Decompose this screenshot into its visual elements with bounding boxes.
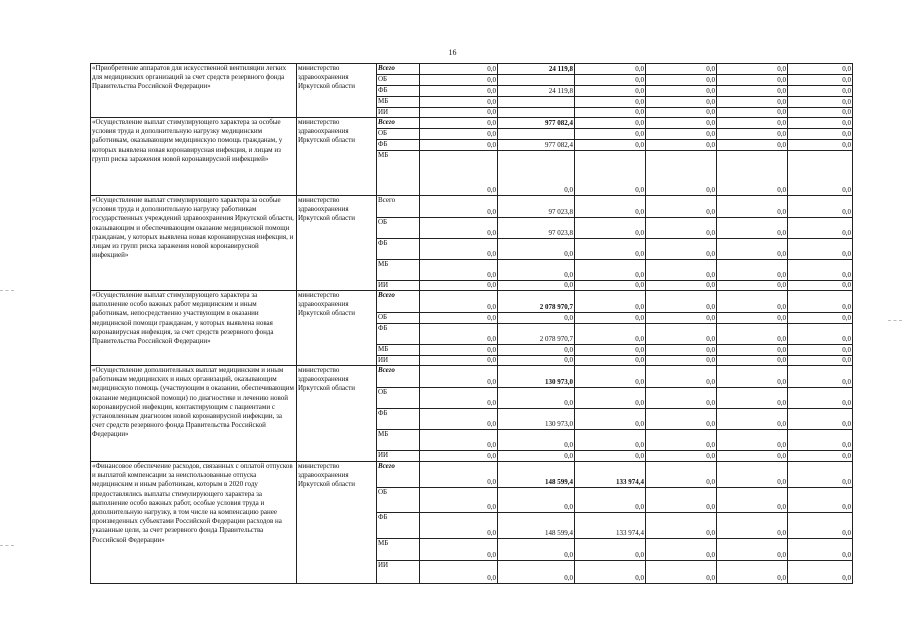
amount-cell: 0,0 (717, 239, 788, 260)
amount-cell: 0,0 (717, 281, 788, 291)
amount-cell: 0,0 (646, 462, 717, 488)
amount-cell: 0,0 (646, 430, 717, 451)
amount-cell: 0,0 (575, 118, 646, 129)
measure-description: «Осуществление выплат стимулирующего характера за особые условия труда и дополнительную нагрузку работникам государственных учреждений здравоохранения Иркутской области, оказывающим и обеспечивающим оказание медицинской помощи гражданам, у которых выявлена новая коронавирусная инфекция, и лицам из групп риска заражения новой коронавирусной инфекцией» (91, 196, 297, 291)
funding-source: ИИ (377, 561, 420, 584)
amount-cell: 133 974,4 (575, 513, 646, 539)
amount-cell: 0,0 (420, 86, 498, 97)
funding-source: МБ (377, 345, 420, 356)
amount-cell: 0,0 (575, 488, 646, 513)
amount-cell: 0,0 (420, 539, 498, 561)
amount-cell: 0,0 (788, 75, 853, 86)
funding-source: ОБ (377, 218, 420, 239)
amount-cell: 0,0 (646, 539, 717, 561)
amount-cell: 0,0 (717, 129, 788, 140)
amount-cell: 0,0 (420, 451, 498, 462)
amount-cell: 0,0 (420, 239, 498, 260)
budget-table (90, 63, 853, 584)
amount-cell: 0,0 (420, 430, 498, 451)
amount-cell: 0,0 (717, 539, 788, 561)
funding-source: Всего (377, 462, 420, 488)
amount-cell: 0,0 (646, 345, 717, 356)
funding-source: Всего (377, 291, 420, 313)
funding-source: МБ (377, 539, 420, 561)
measure-description: «Финансовое обеспечение расходов, связанных с оплатой отпусков и выплатой компенсации за неиспользованные отпуска медицинским и иным работникам, которым в 2020 году предоставлялись выплаты стимулирующего характера за выполнение особо важных работ, особые условия труда и дополнительную нагрузку, в том числе на компенсацию ранее произведенных субъектами Российской Федерации расходов на указанные цели, за счет резервного фонда Правительства Российской Федерации» (91, 462, 297, 584)
amount-cell: 0,0 (420, 488, 498, 513)
amount-cell: 0,0 (498, 561, 575, 584)
funding-source: ОБ (377, 75, 420, 86)
funding-source: МБ (377, 260, 420, 281)
amount-cell: 0,0 (420, 313, 498, 324)
table-row (91, 64, 853, 75)
amount-cell: 0,0 (717, 97, 788, 108)
amount-cell: 0,0 (575, 409, 646, 430)
amount-cell: 0,0 (717, 118, 788, 129)
amount-cell: 0,0 (575, 75, 646, 86)
funding-source: ИИ (377, 281, 420, 291)
amount-cell: 0,0 (717, 260, 788, 281)
amount-cell: 0,0 (575, 430, 646, 451)
amount-cell: 0,0 (646, 409, 717, 430)
amount-cell: 0,0 (788, 129, 853, 140)
funding-source: ФБ (377, 409, 420, 430)
amount-cell: 0,0 (788, 108, 853, 118)
amount-cell: 0,0 (788, 324, 853, 345)
amount-cell: 0,0 (575, 291, 646, 313)
table-row (91, 196, 853, 218)
amount-cell: 0,0 (717, 513, 788, 539)
amount-cell: 0,0 (498, 388, 575, 409)
amount-cell: 0,0 (575, 451, 646, 462)
amount-cell: 0,0 (717, 218, 788, 239)
amount-cell: 0,0 (788, 86, 853, 97)
amount-cell: 0,0 (646, 260, 717, 281)
amount-cell: 0,0 (788, 64, 853, 75)
funding-source: ФБ (377, 239, 420, 260)
amount-cell: 0,0 (420, 356, 498, 366)
amount-cell (498, 129, 575, 140)
funding-source: Всего (377, 118, 420, 129)
amount-cell (498, 108, 575, 118)
amount-cell: 0,0 (420, 409, 498, 430)
amount-cell: 0,0 (646, 218, 717, 239)
amount-cell: 0,0 (420, 462, 498, 488)
amount-cell: 0,0 (717, 388, 788, 409)
amount-cell: 0,0 (498, 539, 575, 561)
amount-cell: 0,0 (717, 86, 788, 97)
amount-cell: 0,0 (788, 345, 853, 356)
amount-cell: 0,0 (575, 97, 646, 108)
amount-cell: 0,0 (717, 196, 788, 218)
amount-cell: 0,0 (717, 488, 788, 513)
amount-cell: 0,0 (646, 64, 717, 75)
measure-description: «Осуществление выплат стимулирующего характера за особые условия труда и дополнительную нагрузку медицинским работникам, оказывающим медицинскую помощь гражданам, у которых выявлена новая коронавирусная инфекция, и лицам из групп риска заражения новой коронавирусной инфекцией» (91, 118, 297, 196)
amount-cell: 0,0 (788, 239, 853, 260)
amount-cell: 0,0 (420, 513, 498, 539)
table-row (91, 118, 853, 129)
amount-cell: 0,0 (575, 356, 646, 366)
amount-cell: 0,0 (498, 151, 575, 196)
amount-cell: 0,0 (575, 108, 646, 118)
amount-cell: 148 599,4 (498, 462, 575, 488)
amount-cell: 0,0 (575, 239, 646, 260)
amount-cell: 0,0 (717, 313, 788, 324)
amount-cell: 0,0 (717, 409, 788, 430)
measure-description: «Осуществление выплат стимулирующего характера за выполнение особо важных работ медицинским и иным работникам, непосредственно участвующим в оказании медицинской помощи гражданам, у которых выявлена новая коронавирусная инфекция, за счет средств резервного фонда Правительства Российской Федерации» (91, 291, 297, 366)
amount-cell: 0,0 (788, 260, 853, 281)
amount-cell: 0,0 (788, 539, 853, 561)
funding-source: ФБ (377, 86, 420, 97)
amount-cell: 0,0 (420, 366, 498, 388)
funding-source: ОБ (377, 129, 420, 140)
amount-cell: 0,0 (646, 561, 717, 584)
amount-cell: 0,0 (498, 356, 575, 366)
executor: министерство здравоохранения Иркутской области (297, 366, 377, 462)
amount-cell: 0,0 (717, 366, 788, 388)
amount-cell: 0,0 (575, 129, 646, 140)
amount-cell: 0,0 (788, 488, 853, 513)
amount-cell: 0,0 (717, 64, 788, 75)
amount-cell: 0,0 (575, 86, 646, 97)
amount-cell: 0,0 (498, 239, 575, 260)
amount-cell: 97 023,8 (498, 196, 575, 218)
executor: министерство здравоохранения Иркутской области (297, 64, 377, 118)
amount-cell: 0,0 (646, 118, 717, 129)
amount-cell: 0,0 (717, 356, 788, 366)
amount-cell: 0,0 (646, 324, 717, 345)
amount-cell: 0,0 (420, 75, 498, 86)
amount-cell: 0,0 (420, 291, 498, 313)
page-number: 16 (448, 48, 457, 57)
amount-cell: 0,0 (717, 324, 788, 345)
amount-cell: 0,0 (646, 366, 717, 388)
funding-source: ФБ (377, 513, 420, 539)
amount-cell: 0,0 (575, 196, 646, 218)
amount-cell: 0,0 (788, 561, 853, 584)
amount-cell: 977 082,4 (498, 140, 575, 151)
amount-cell: 0,0 (575, 539, 646, 561)
amount-cell: 0,0 (420, 281, 498, 291)
measure-description: «Осуществление дополнительных выплат медицинским и иным работникам медицинских и иных организаций, оказывающим медицинскую помощь (участвующим в оказании, обеспечивающим оказание медицинской помощи) по диагностике и лечению новой коронавирусной инфекции, контактирующим с пациентами с установленным диагнозом новой коронавирусной инфекции, за счет средств резервного фонда Правительства Российской Федерации» (91, 366, 297, 462)
amount-cell: 0,0 (498, 345, 575, 356)
amount-cell: 0,0 (420, 561, 498, 584)
amount-cell: 0,0 (788, 151, 853, 196)
amount-cell: 0,0 (646, 239, 717, 260)
funding-source: Всего (377, 196, 420, 218)
amount-cell: 0,0 (646, 313, 717, 324)
amount-cell: 0,0 (420, 129, 498, 140)
amount-cell: 0,0 (646, 86, 717, 97)
amount-cell: 0,0 (717, 561, 788, 584)
amount-cell: 24 119,8 (498, 86, 575, 97)
funding-source: ИИ (377, 108, 420, 118)
amount-cell: 0,0 (788, 118, 853, 129)
amount-cell: 0,0 (498, 430, 575, 451)
scan-mark (0, 290, 14, 291)
amount-cell: 0,0 (646, 108, 717, 118)
amount-cell: 0,0 (646, 488, 717, 513)
amount-cell: 0,0 (717, 108, 788, 118)
amount-cell: 0,0 (575, 281, 646, 291)
amount-cell: 0,0 (420, 118, 498, 129)
amount-cell: 0,0 (717, 140, 788, 151)
amount-cell: 0,0 (788, 281, 853, 291)
amount-cell: 0,0 (420, 151, 498, 196)
amount-cell: 0,0 (420, 108, 498, 118)
amount-cell: 0,0 (575, 388, 646, 409)
funding-source: Всего (377, 366, 420, 388)
amount-cell: 0,0 (498, 281, 575, 291)
amount-cell: 0,0 (788, 356, 853, 366)
amount-cell: 0,0 (575, 324, 646, 345)
amount-cell: 0,0 (788, 196, 853, 218)
funding-source: ОБ (377, 313, 420, 324)
amount-cell: 0,0 (646, 140, 717, 151)
amount-cell: 0,0 (420, 97, 498, 108)
amount-cell: 0,0 (788, 513, 853, 539)
scan-mark (0, 545, 14, 546)
amount-cell: 0,0 (575, 366, 646, 388)
amount-cell: 0,0 (498, 488, 575, 513)
amount-cell: 0,0 (646, 451, 717, 462)
amount-cell: 0,0 (646, 291, 717, 313)
amount-cell: 130 973,0 (498, 409, 575, 430)
amount-cell: 0,0 (646, 356, 717, 366)
amount-cell: 0,0 (420, 64, 498, 75)
amount-cell: 0,0 (717, 430, 788, 451)
table-row (91, 291, 853, 313)
funding-source: ИИ (377, 356, 420, 366)
amount-cell: 0,0 (420, 324, 498, 345)
amount-cell: 0,0 (788, 409, 853, 430)
amount-cell: 0,0 (788, 218, 853, 239)
amount-cell: 0,0 (788, 366, 853, 388)
amount-cell: 0,0 (575, 561, 646, 584)
amount-cell: 0,0 (788, 313, 853, 324)
amount-cell: 0,0 (420, 196, 498, 218)
amount-cell: 0,0 (788, 140, 853, 151)
amount-cell: 0,0 (646, 388, 717, 409)
executor: министерство здравоохранения Иркутской области (297, 291, 377, 366)
amount-cell: 0,0 (420, 260, 498, 281)
amount-cell: 0,0 (717, 75, 788, 86)
amount-cell: 24 119,8 (498, 64, 575, 75)
executor: министерство здравоохранения Иркутской области (297, 118, 377, 196)
funding-source: МБ (377, 97, 420, 108)
amount-cell: 2 078 970,7 (498, 291, 575, 313)
amount-cell: 148 599,4 (498, 513, 575, 539)
amount-cell: 0,0 (646, 129, 717, 140)
amount-cell: 0,0 (788, 451, 853, 462)
amount-cell: 0,0 (575, 345, 646, 356)
amount-cell: 0,0 (575, 260, 646, 281)
funding-source: Всего (377, 64, 420, 75)
table-row (91, 366, 853, 388)
amount-cell: 977 082,4 (498, 118, 575, 129)
amount-cell: 0,0 (646, 513, 717, 539)
amount-cell: 0,0 (788, 97, 853, 108)
funding-source: ОБ (377, 388, 420, 409)
measure-description: «Приобретение аппаратов для искусственной вентиляции легких для медицинских организаций за счет средств резервного фонда Правительства Российской Федерации» (91, 64, 297, 118)
funding-source: ИИ (377, 451, 420, 462)
funding-source: МБ (377, 430, 420, 451)
amount-cell: 0,0 (717, 151, 788, 196)
amount-cell: 0,0 (717, 462, 788, 488)
amount-cell: 0,0 (575, 140, 646, 151)
executor: министерство здравоохранения Иркутской области (297, 196, 377, 291)
amount-cell (498, 75, 575, 86)
table-row (91, 462, 853, 488)
executor: министерство здравоохранения Иркутской области (297, 462, 377, 584)
amount-cell (498, 97, 575, 108)
amount-cell: 0,0 (646, 97, 717, 108)
amount-cell: 0,0 (788, 291, 853, 313)
amount-cell: 0,0 (420, 218, 498, 239)
amount-cell: 0,0 (575, 64, 646, 75)
amount-cell: 0,0 (498, 451, 575, 462)
amount-cell: 0,0 (788, 388, 853, 409)
funding-source: ФБ (377, 324, 420, 345)
amount-cell: 0,0 (498, 313, 575, 324)
amount-cell: 0,0 (717, 451, 788, 462)
amount-cell: 133 974,4 (575, 462, 646, 488)
amount-cell: 130 973,0 (498, 366, 575, 388)
funding-source: ФБ (377, 140, 420, 151)
amount-cell: 0,0 (788, 462, 853, 488)
funding-source: МБ (377, 151, 420, 196)
amount-cell: 0,0 (575, 151, 646, 196)
amount-cell: 0,0 (788, 430, 853, 451)
amount-cell: 97 023,8 (498, 218, 575, 239)
amount-cell: 0,0 (717, 345, 788, 356)
amount-cell: 0,0 (420, 345, 498, 356)
amount-cell: 2 078 970,7 (498, 324, 575, 345)
amount-cell: 0,0 (420, 140, 498, 151)
amount-cell: 0,0 (646, 151, 717, 196)
scan-mark (888, 320, 902, 321)
amount-cell: 0,0 (717, 291, 788, 313)
amount-cell: 0,0 (646, 196, 717, 218)
amount-cell: 0,0 (575, 218, 646, 239)
amount-cell: 0,0 (575, 313, 646, 324)
amount-cell: 0,0 (498, 260, 575, 281)
amount-cell: 0,0 (420, 388, 498, 409)
amount-cell: 0,0 (646, 75, 717, 86)
amount-cell: 0,0 (646, 281, 717, 291)
funding-source: ОБ (377, 488, 420, 513)
